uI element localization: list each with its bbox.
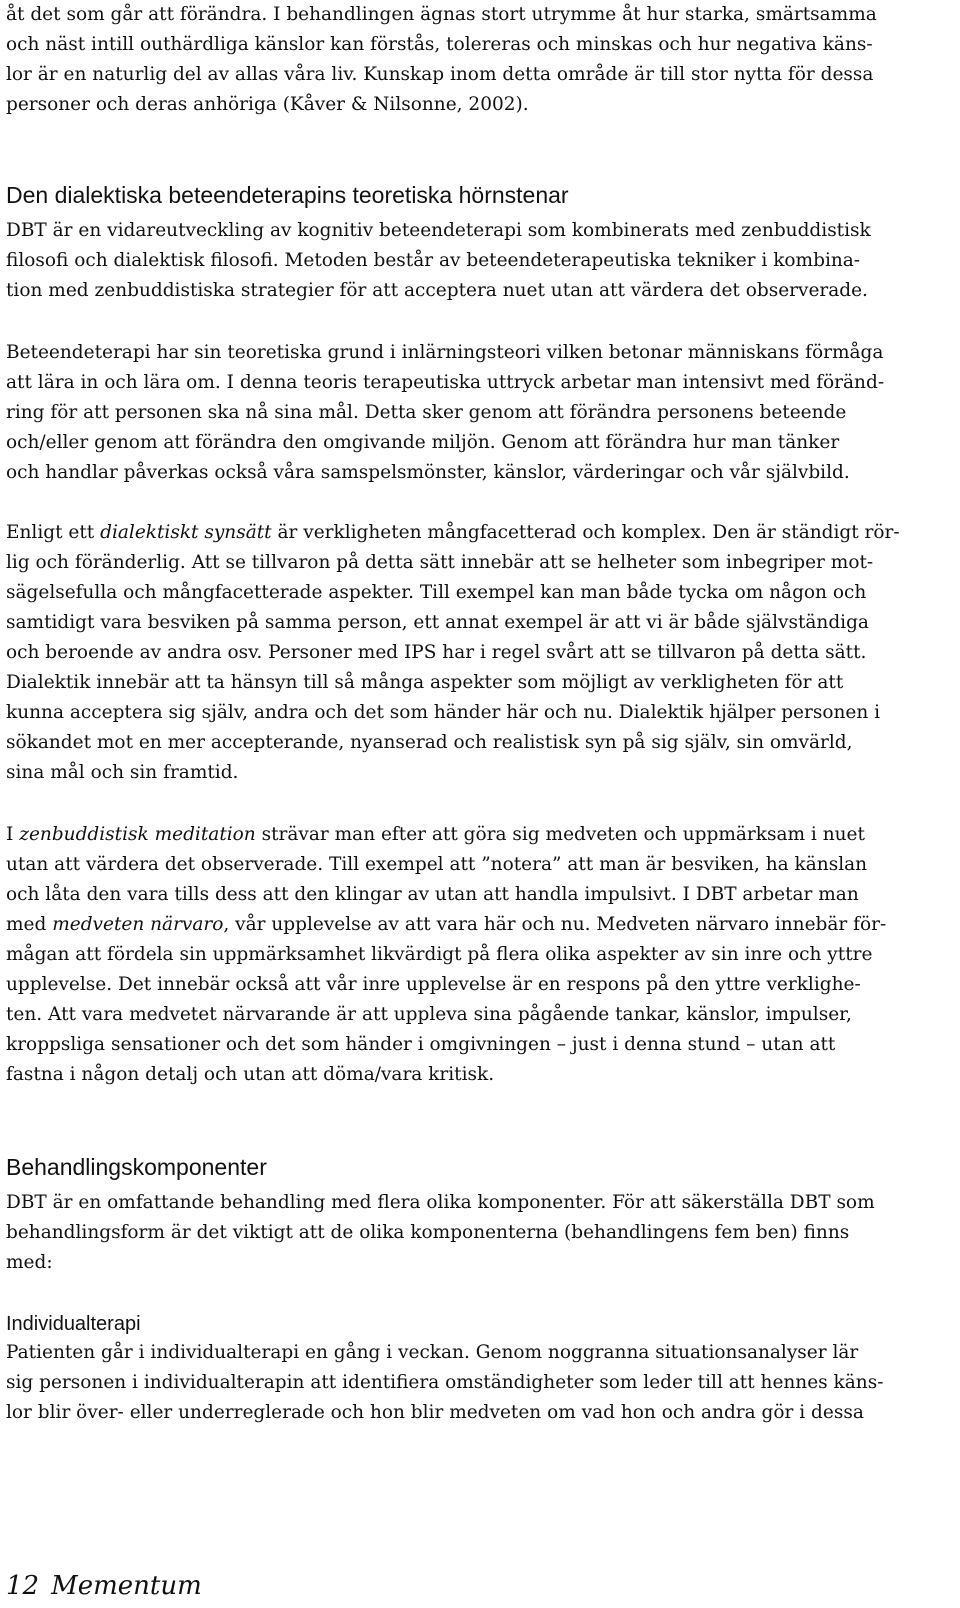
text-run: med	[6, 914, 53, 935]
text-line: behandlingsform är det viktigt att de olika komponenterna (behandlingens fem ben) finns	[6, 1222, 850, 1243]
text-line	[6, 910, 886, 940]
text-run: är verkligheten mångfacetterad och komplex. Den är ständigt rör-	[271, 522, 900, 543]
section-heading-theory: Den dialektiska beteendeterapins teoretiska hörnstenar	[6, 182, 569, 208]
text-line: kroppsliga sensationer och det som händer i omgivningen – just i denna stund – utan att	[6, 1034, 836, 1055]
text-line: och/eller genom att förändra den omgivande miljön. Genom att förändra hur man tänker	[6, 432, 840, 453]
text-line: mågan att fördela sin uppmärksamhet likvärdigt på flera olika aspekter av sin inre och yttre	[6, 944, 873, 965]
text-line: upplevelse. Det innebär också att vår inre upplevelse är en respons på den yttre verklighe-	[6, 974, 861, 995]
text-line: lig och föränderlig. Att se tillvaron på detta sätt innebär att se helheter som inbegriper mot-	[6, 552, 874, 573]
text-line: lor är en naturlig del av allas våra liv. Kunskap inom detta område är till stor nytta för dessa	[6, 64, 874, 85]
text-line: och beroende av andra osv. Personer med IPS har i regel svårt att se tillvaron på detta sätt.	[6, 642, 867, 663]
text-line: och näst intill outhärdliga känslor kan förstås, tolereras och minskas och hur negativa käns-	[6, 34, 873, 55]
text-line: filosofi och dialektisk filosofi. Metoden består av beteendeterapeutiska tekniker i kombina-	[6, 250, 861, 271]
text-run: , vår upplevelse av att vara här och nu. Medveten närvaro innebär för-	[223, 914, 887, 935]
text-line: fastna i någon detalj och utan att döma/vara kritisk.	[6, 1064, 495, 1085]
text-line: sig personen i individualterapin att identifiera omständigheter som leder till att hennes käns-	[6, 1372, 884, 1393]
section-heading-components: Behandlingskomponenter	[6, 1154, 267, 1180]
text-run: strävar man efter att göra sig medveten och uppmärksam i nuet	[255, 824, 865, 845]
text-line: samtidigt vara besviken på samma person, ett annat exempel är att vi är både självständiga	[6, 612, 869, 633]
page-footer	[6, 1568, 202, 1604]
text-line: sina mål och sin framtid.	[6, 762, 239, 783]
text-line: Patienten går i individualterapi en gång i veckan. Genom noggranna situationsanalyser lär	[6, 1342, 859, 1363]
text-line: Dialektik innebär att ta hänsyn till så många aspekter som möjligt av verkligheten för att	[6, 672, 844, 693]
text-line: tion med zenbuddistiska strategier för att acceptera nuet utan att värdera det observerade.	[6, 280, 868, 301]
text-line: kunna acceptera sig själv, andra och det som händer här och nu. Dialektik hjälper personen i	[6, 702, 881, 723]
emphasized-term: dialektiskt synsätt	[100, 522, 272, 543]
text-line: DBT är en vidareutveckling av kognitiv beteendeterapi som kombinerats med zenbuddistisk	[6, 220, 871, 241]
text-line: att lära in och lära om. I denna teoris terapeutiska uttryck arbetar man intensivt med föränd-	[6, 372, 885, 393]
emphasized-term: zenbuddistisk meditation	[19, 824, 256, 845]
text-line: och handlar påverkas också våra samspelsmönster, känslor, värderingar och vår självbild.	[6, 462, 850, 483]
page-number: 12	[6, 1571, 40, 1601]
text-line: sökandet mot en mer accepterande, nyanserad och realistisk syn på sig själv, sin omvärld,	[6, 732, 853, 753]
text-line	[6, 518, 900, 548]
text-line: Beteendeterapi har sin teoretiska grund i inlärningsteori vilken betonar människans förmåga	[6, 342, 884, 363]
text-run: I	[6, 824, 20, 845]
text-line: med:	[6, 1252, 53, 1273]
text-line: DBT är en omfattande behandling med flera olika komponenter. För att säkerställa DBT som	[6, 1192, 875, 1213]
text-line: ring för att personen ska nå sina mål. Detta sker genom att förändra personens beteende	[6, 402, 847, 423]
text-run: Enligt ett	[6, 522, 101, 543]
text-line	[6, 820, 865, 850]
text-line: personer och deras anhöriga (Kåver & Nilsonne, 2002).	[6, 94, 529, 115]
text-line: sägelsefulla och mångfacetterade aspekter. Till exempel kan man både tycka om någon och	[6, 582, 867, 603]
text-line: åt det som går att förändra. I behandlingen ägnas stort utrymme åt hur starka, smärtsamma	[6, 4, 877, 25]
subsection-heading-individual: Individualterapi	[6, 1313, 141, 1335]
text-line: och låta den vara tills dess att den klingar av utan att handla impulsivt. I DBT arbetar man	[6, 884, 859, 905]
text-line: lor blir över- eller underreglerade och hon blir medveten om vad hon och andra gör i dessa	[6, 1402, 864, 1423]
emphasized-term: medveten närvaro	[52, 914, 224, 935]
text-line: utan att värdera det observerade. Till exempel att ”notera” att man är besviken, ha känslan	[6, 854, 868, 875]
document-page	[6, 0, 946, 1608]
text-line: ten. Att vara medvetet närvarande är att uppleva sina pågående tankar, känslor, impulser,	[6, 1004, 852, 1025]
running-title: Mementum	[51, 1571, 202, 1601]
